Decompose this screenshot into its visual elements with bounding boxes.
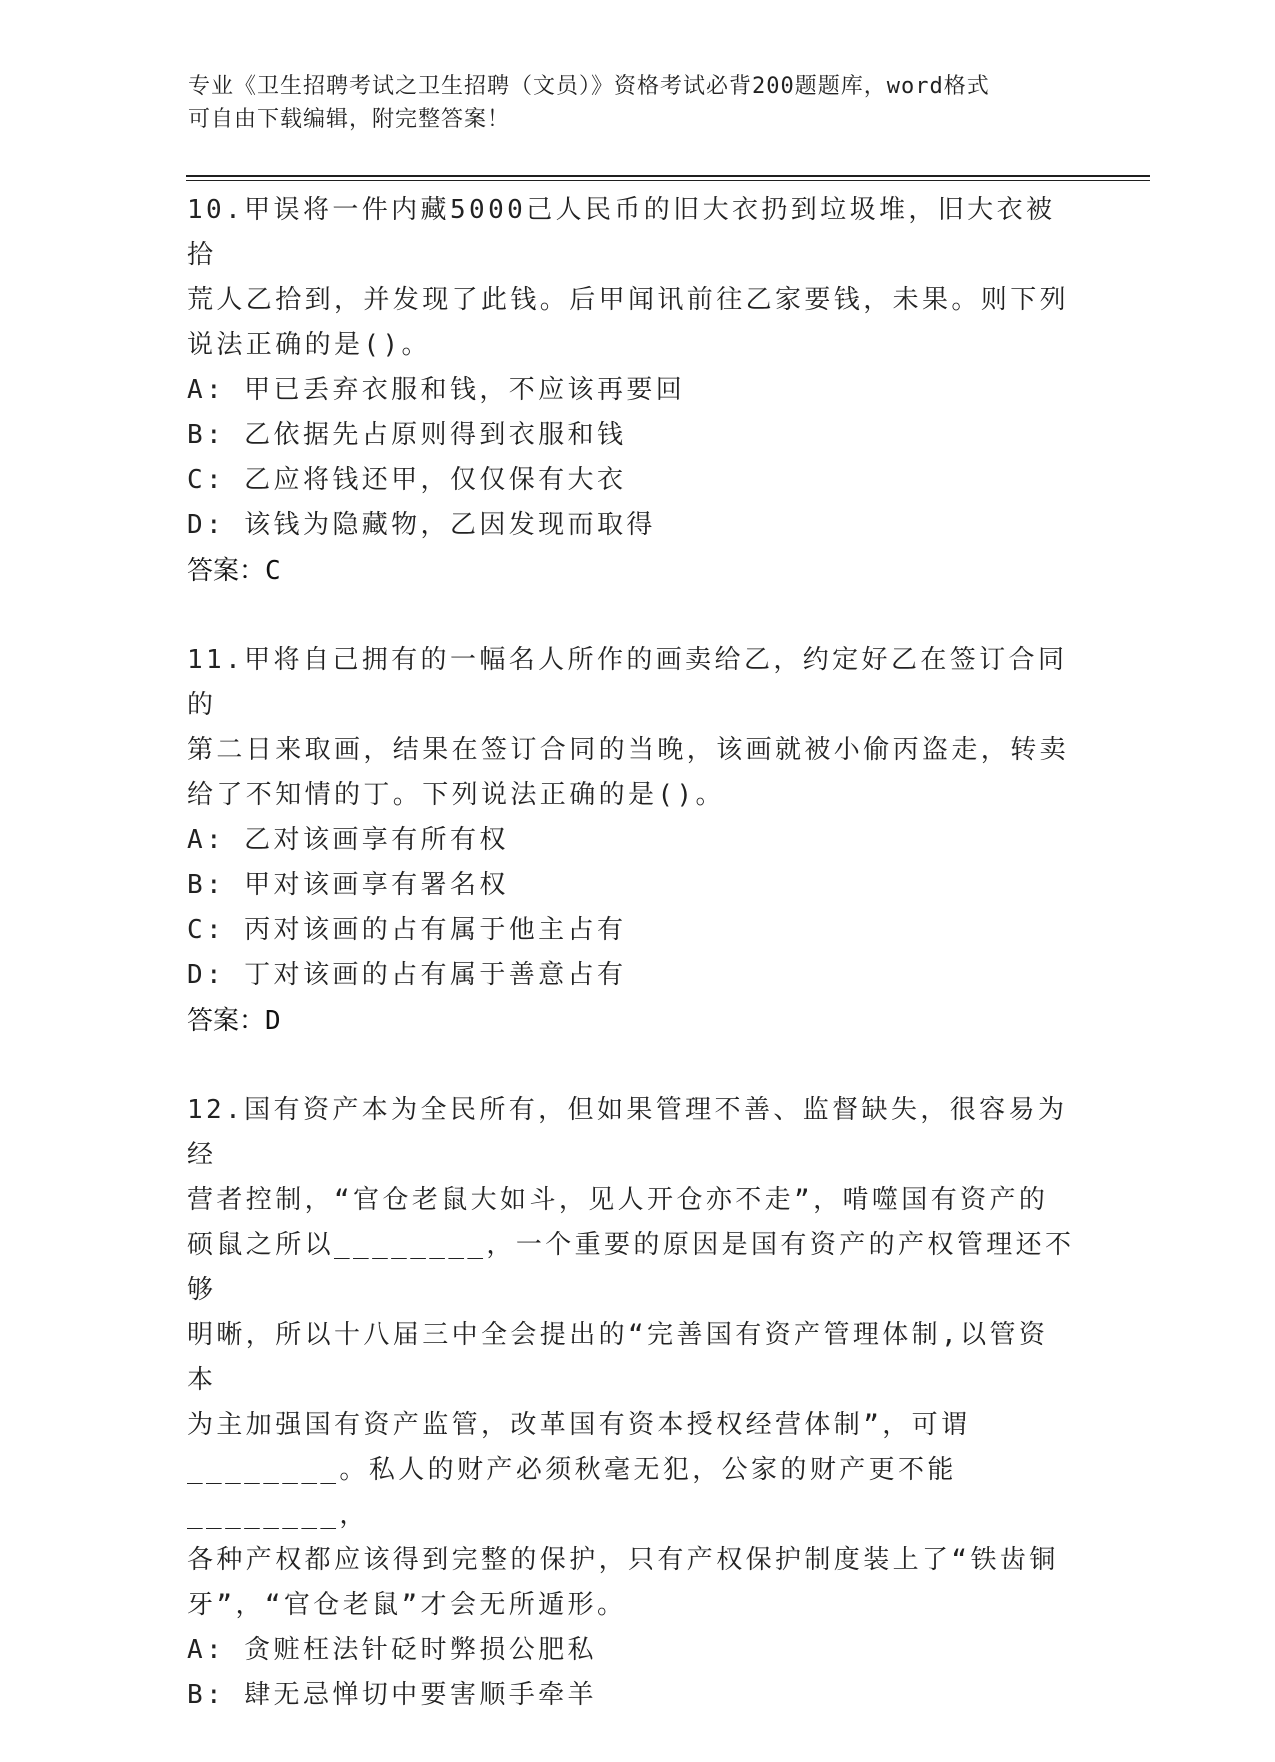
header-line-1: 专业《卫生招聘考试之卫生招聘（文员）》资格考试必背200题题库，word格式 bbox=[188, 74, 990, 99]
question-stem-line: 第二日来取画，结果在签订合同的当晚，该画就被小偷丙盗走，转卖 bbox=[187, 735, 1070, 765]
question-list bbox=[187, 188, 1077, 1762]
option-a: A: 甲已丢弃衣服和钱，不应该再要回 bbox=[187, 375, 686, 405]
answer-line bbox=[187, 998, 1077, 1044]
option-b: B: 肆无忌惮切中要害顺手牵羊 bbox=[187, 1680, 597, 1710]
answer-label: 答案： bbox=[187, 556, 266, 586]
answer-line bbox=[187, 548, 1077, 594]
question-stem-line: 荒人乙拾到，并发现了此钱。后甲闻讯前往乙家要钱，未果。则下列 bbox=[187, 285, 1070, 315]
header-divider-thin bbox=[186, 180, 1150, 181]
answer-value: C bbox=[265, 556, 281, 586]
option-c: C: 丙对该画的占有属于他主占有 bbox=[187, 915, 627, 945]
question-stem-line: 为主加强国有资产监管，改革国有资本授权经营体制”，可谓 bbox=[187, 1410, 971, 1440]
question-stem-line: 牙”，“官仓老鼠”才会无所遁形。 bbox=[187, 1590, 627, 1620]
question-10 bbox=[187, 188, 1077, 594]
question-stem-line: 11.甲将自己拥有的一幅名人所作的画卖给乙，约定好乙在签订合同的 bbox=[187, 645, 1068, 720]
question-stem-line: 10.甲误将一件内藏5000己人民币的旧大衣扔到垃圾堆，旧大衣被拾 bbox=[187, 195, 1056, 270]
question-stem-line: ________。私人的财产必须秋毫无犯，公家的财产更不能________， bbox=[187, 1455, 957, 1530]
option-a: A: 贪赃枉法针砭时弊损公肥私 bbox=[187, 1635, 597, 1665]
question-11 bbox=[187, 638, 1077, 1044]
question-stem-line: 各种产权都应该得到完整的保护，只有产权保护制度装上了“铁齿铜 bbox=[187, 1545, 1059, 1575]
question-stem-line: 给了不知情的丁。下列说法正确的是()。 bbox=[187, 780, 725, 810]
question-stem-line: 12.国有资产本为全民所有，但如果管理不善、监督缺失，很容易为经 bbox=[187, 1095, 1068, 1170]
option-b: B: 甲对该画享有署名权 bbox=[187, 870, 509, 900]
answer-value: D bbox=[265, 1006, 281, 1036]
option-c: C: 乙应将钱还甲，仅仅保有大衣 bbox=[187, 465, 627, 495]
header-line-2: 可自由下载编辑，附完整答案！ bbox=[188, 107, 511, 132]
answer-label: 答案： bbox=[187, 1006, 266, 1036]
option-d: D: 丁对该画的占有属于善意占有 bbox=[187, 960, 627, 990]
option-a: A: 乙对该画享有所有权 bbox=[187, 825, 509, 855]
option-b: B: 乙依据先占原则得到衣服和钱 bbox=[187, 420, 627, 450]
question-stem-line: 硕鼠之所以________，一个重要的原因是国有资产的产权管理还不够 bbox=[187, 1230, 1075, 1305]
header-divider-thick bbox=[186, 175, 1150, 177]
question-stem-line: 营者控制，“官仓老鼠大如斗，见人开仓亦不走”，啃噬国有资产的 bbox=[187, 1185, 1049, 1215]
document-header bbox=[188, 70, 1068, 136]
question-12 bbox=[187, 1088, 1077, 1718]
option-d: D: 该钱为隐藏物，乙因发现而取得 bbox=[187, 510, 656, 540]
question-stem-line: 说法正确的是()。 bbox=[187, 330, 431, 360]
question-stem-line: 明晰，所以十八届三中全会提出的“完善国有资产管理体制,以管资本 bbox=[187, 1320, 1049, 1395]
